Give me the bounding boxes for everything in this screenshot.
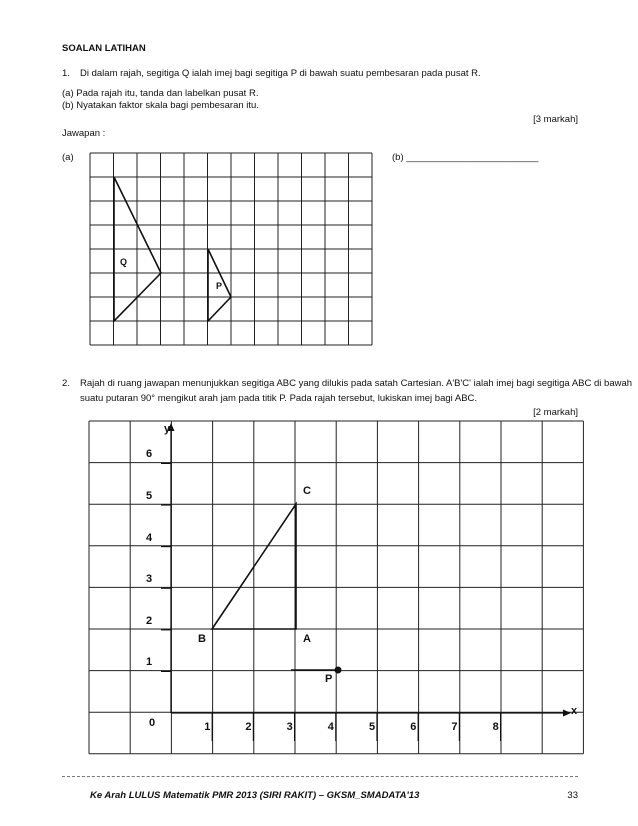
q1-b-answer-line: (b) _________________________ — [392, 152, 539, 163]
label-b: B — [198, 633, 206, 645]
x-tick-label: 4 — [327, 721, 334, 733]
q1-text: Di dalam rajah, segitiga Q ialah imej bagi segitiga P di bawah suatu pembesaran pada pusat R. — [80, 68, 481, 79]
x-tick-label: 8 — [492, 721, 499, 733]
x-tick-label: 1 — [204, 721, 211, 733]
q1-answer-label: Jawapan : — [62, 128, 106, 139]
footer-divider — [62, 776, 578, 777]
x-tick-label: 5 — [369, 721, 376, 733]
axis-x-label: x — [571, 705, 578, 717]
footer-text: Ke Arah LULUS Matematik PMR 2013 (SIRI RAKIT) – GKSM_SMADATA'13 — [90, 790, 420, 801]
q2-line1: Rajah di ruang jawapan menunjukkan segitiga ABC yang dilukis pada satah Cartesian. A'B'C' ialah imej bagi segitiga ABC di bawah — [80, 378, 633, 389]
y-tick-label: 5 — [146, 490, 153, 502]
q1-number: 1. — [62, 68, 70, 79]
page-heading: SOALAN LATIHAN — [62, 43, 146, 54]
q2-number: 2. — [62, 378, 70, 389]
x-axis-arrow — [563, 710, 571, 717]
q1-a-label: (a) — [62, 152, 74, 163]
q2-line2: suatu putaran 90° mengikut arah jam pada titik P. Pada rajah tersebut, lukiskan imej bagi ABC. — [80, 393, 478, 404]
x-tick-label: 6 — [410, 721, 417, 733]
label-a: A — [303, 633, 311, 645]
label-p-q1: P — [216, 281, 223, 291]
q1-grid — [90, 153, 372, 345]
label-q: Q — [120, 257, 128, 267]
label-p-q2: P — [325, 673, 333, 685]
x-tick-label: 7 — [451, 721, 458, 733]
y-tick-label: 3 — [146, 573, 153, 586]
origin-label: 0 — [149, 717, 156, 729]
x-tick-label: 3 — [286, 721, 293, 733]
y-tick-label: 2 — [146, 614, 153, 627]
point-p — [335, 667, 342, 674]
page-number: 33 — [567, 790, 578, 801]
q2-grid — [89, 421, 583, 754]
y-tick-label: 6 — [146, 448, 153, 461]
q1-part-b: (b) Nyatakan faktor skala bagi pembesaran itu. — [62, 100, 259, 111]
label-c: C — [303, 485, 311, 497]
q2-marks: [2 markah] — [533, 407, 578, 418]
q1-marks: [3 markah] — [533, 114, 578, 125]
y-tick-label: 4 — [146, 531, 153, 544]
axis-y-label: y — [164, 423, 171, 435]
y-tick-label: 1 — [146, 656, 153, 669]
q1-part-a: (a) Pada rajah itu, tanda dan labelkan pusat R. — [62, 88, 259, 99]
x-tick-label: 2 — [245, 721, 252, 733]
